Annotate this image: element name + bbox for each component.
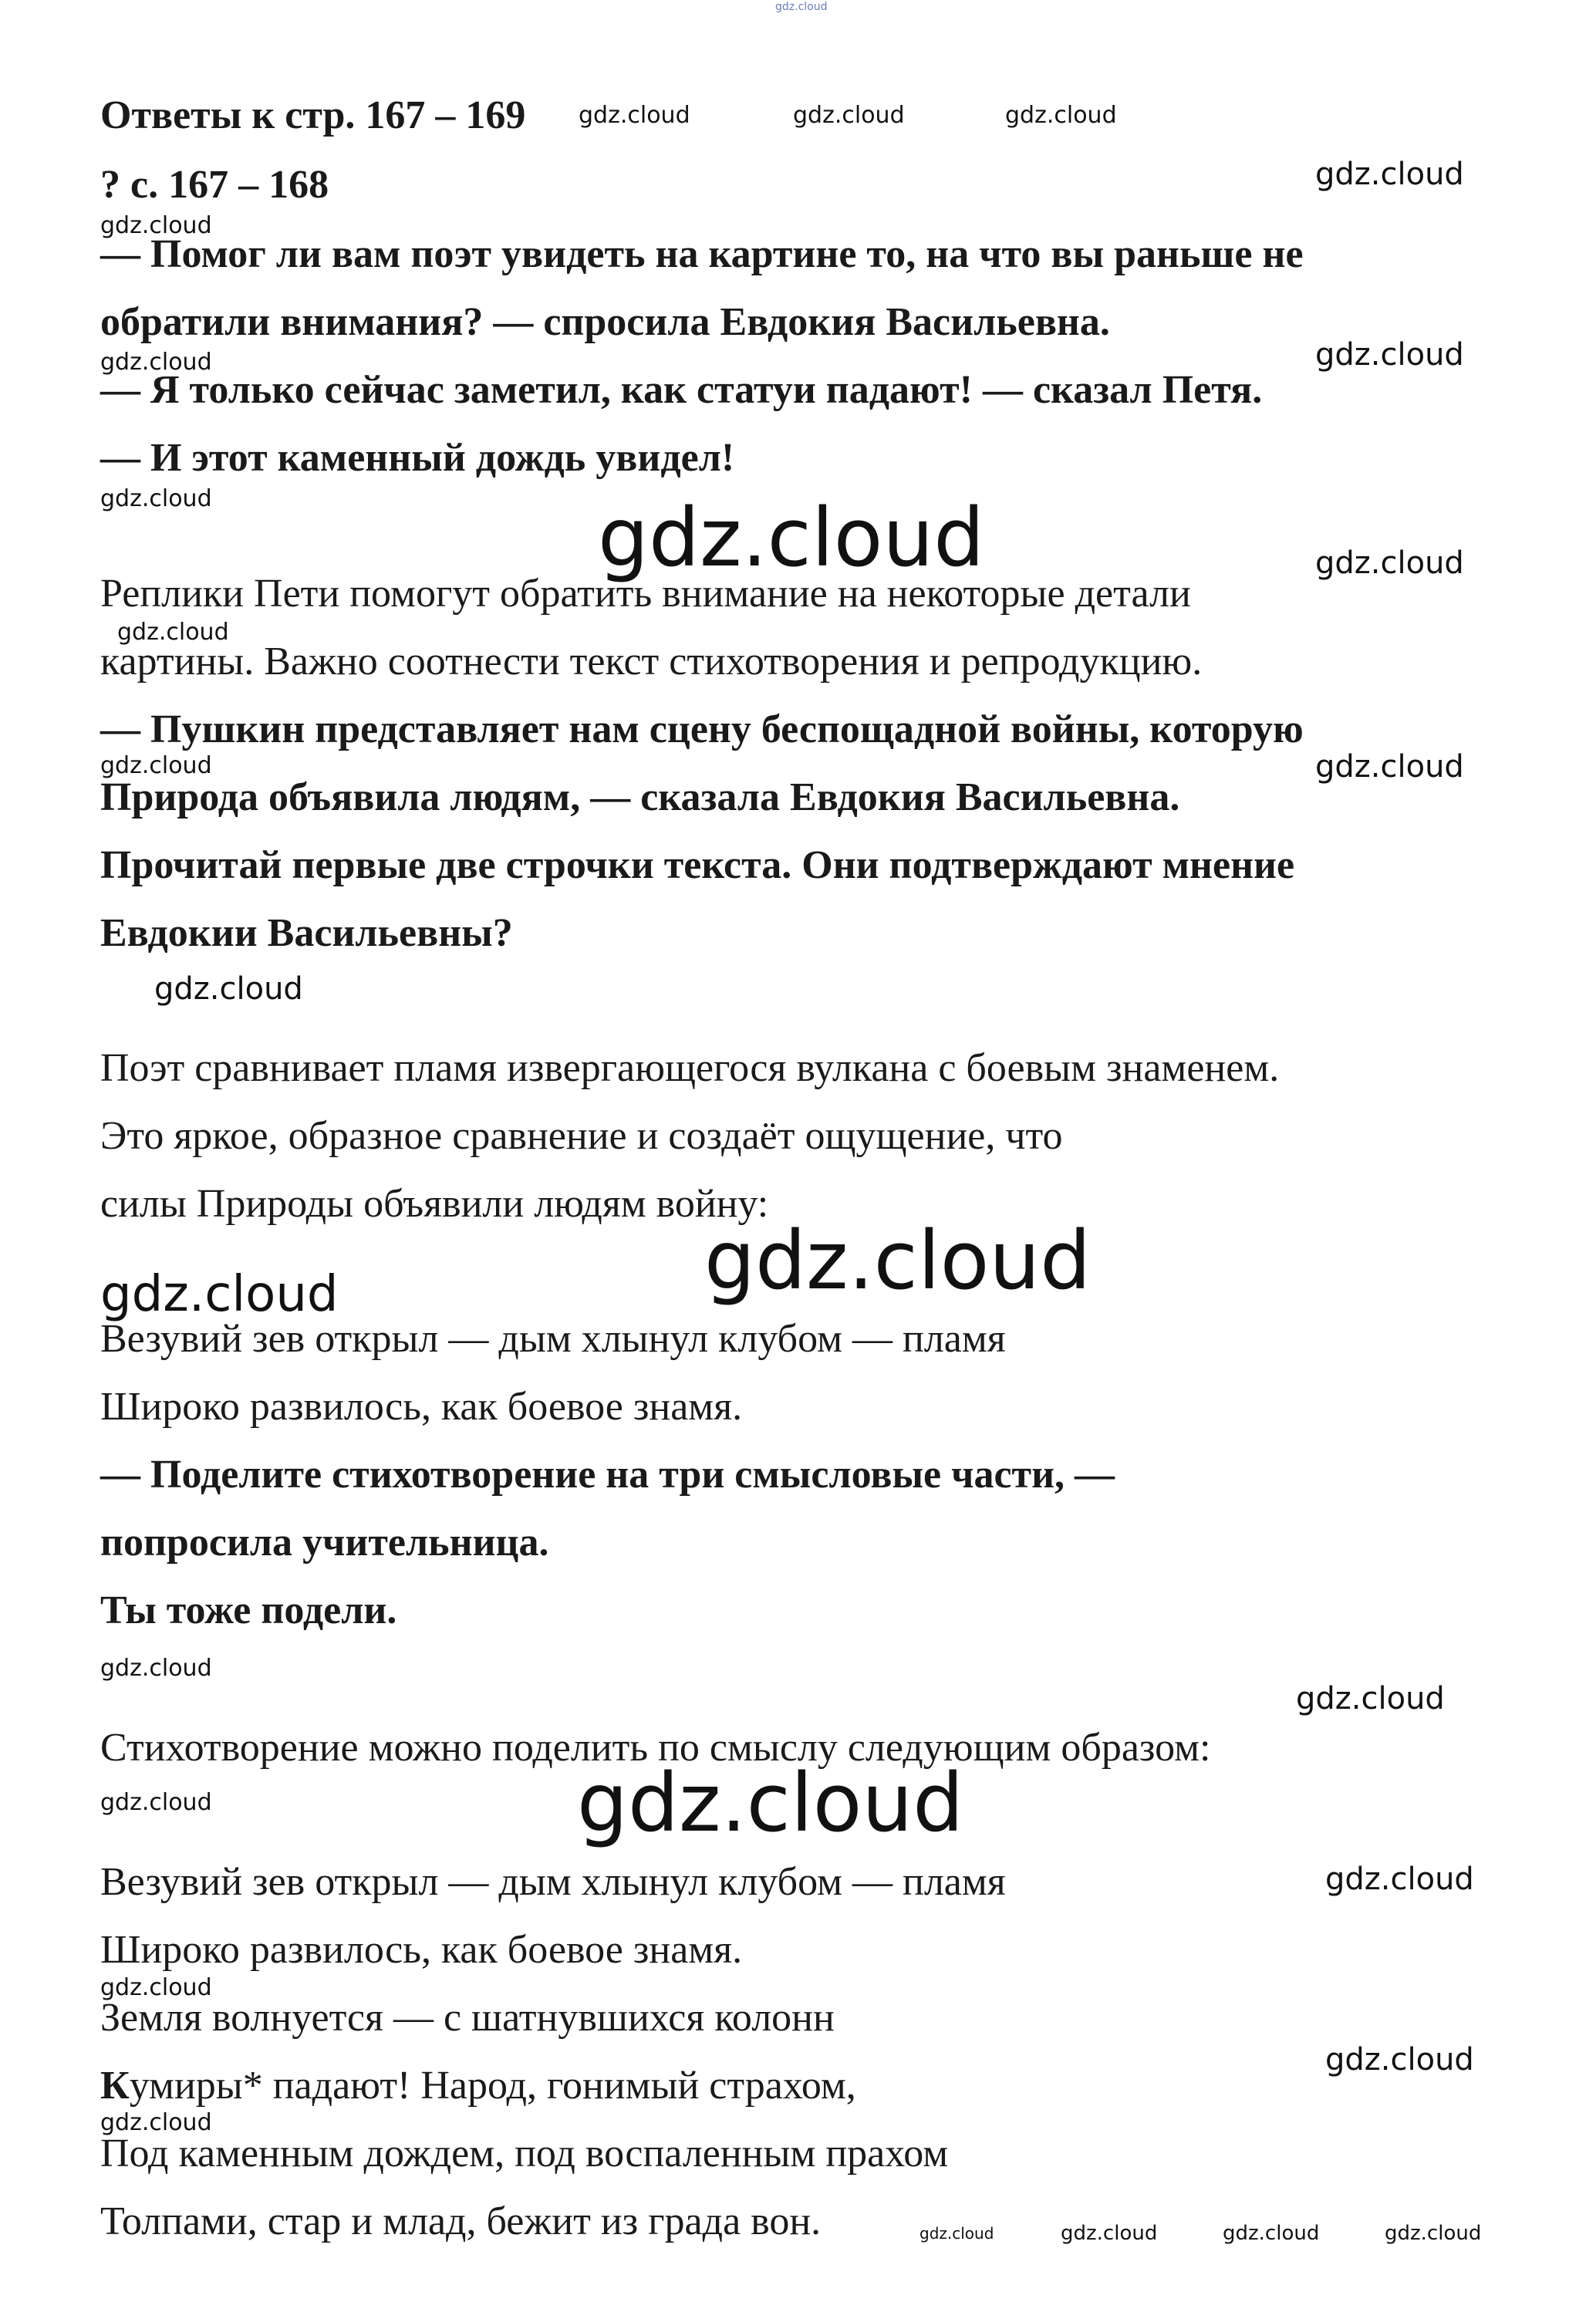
watermark: gdz.cloud — [100, 1789, 212, 1816]
watermark: gdz.cloud — [1315, 157, 1464, 192]
answer-line: Поэт сравнивает пламя извергающегося вулкана с боевым знаменем. — [100, 1046, 1280, 1090]
poem-line: Земля волнуется — с шатнувшихся колонн — [100, 1996, 835, 2040]
watermark: gdz.cloud — [1223, 2222, 1320, 2245]
watermark: gdz.cloud — [100, 752, 212, 779]
poem-line: Толпами, стар и млад, бежит из града вон. — [100, 2199, 822, 2243]
watermark: gdz.cloud — [1325, 1862, 1474, 1897]
section-label: ? с. 167 – 168 — [100, 163, 329, 207]
page-title: Ответы к стр. 167 – 169 — [100, 93, 526, 137]
watermark: gdz.cloud — [100, 1974, 212, 2001]
watermark: gdz.cloud — [579, 102, 690, 129]
question-line: — И этот каменный дождь увидел! — [100, 436, 735, 480]
watermark: gdz.cloud — [154, 971, 303, 1007]
poem-initial-letter: К — [100, 2064, 130, 2108]
answer-line: Стихотворение можно поделить по смыслу следующим образом: — [100, 1726, 1211, 1770]
answer-line: силы Природы объявили людям войну: — [100, 1182, 769, 1226]
question-line: Прочитай первые две строчки текста. Они подтверждают мнение — [100, 843, 1295, 887]
watermark: gdz.cloud — [100, 1655, 212, 1682]
watermark: gdz.cloud — [1315, 749, 1464, 785]
poem-line: Под каменным дождем, под воспаленным прахом — [100, 2132, 949, 2176]
question-line: обратили внимания? — спросила Евдокия Васильевна. — [100, 300, 1110, 344]
question-line: Ты тоже подели. — [100, 1588, 397, 1632]
watermark: gdz.cloud — [775, 1, 828, 13]
watermark: gdz.cloud — [117, 619, 229, 646]
watermark: gdz.cloud — [1061, 2222, 1158, 2245]
poem-line: Везувий зев открыл — дым хлынул клубом — пламя — [100, 1860, 1006, 1904]
watermark: gdz.cloud — [1325, 2042, 1474, 2078]
watermark: gdz.cloud — [1005, 102, 1117, 129]
watermark: gdz.cloud — [598, 491, 985, 585]
answer-line: Это яркое, образное сравнение и создаёт ощущение, что — [100, 1114, 1063, 1158]
watermark: gdz.cloud — [704, 1214, 1092, 1308]
watermark: gdz.cloud — [100, 485, 212, 512]
poem-line — [100, 2063, 856, 2109]
question-line: — Я только сейчас заметил, как статуи падают! — сказал Петя. — [100, 368, 1263, 412]
watermark: gdz.cloud — [100, 212, 212, 239]
watermark: gdz.cloud — [577, 1756, 964, 1850]
question-line: Природа объявила людям, — сказала Евдокия Васильевна. — [100, 775, 1180, 819]
poem-line-text: умиры* падают! Народ, гонимый страхом, — [129, 2064, 856, 2108]
question-line: — Помог ли вам поэт увидеть на картине то, на что вы раньше не — [100, 232, 1304, 276]
answer-line: Реплики Пети помогут обратить внимание на некоторые детали — [100, 572, 1191, 616]
question-line: — Поделите стихотворение на три смысловые части, — — [100, 1453, 1115, 1497]
watermark: gdz.cloud — [100, 1266, 339, 1323]
watermark: gdz.cloud — [1315, 545, 1464, 581]
watermark: gdz.cloud — [100, 349, 212, 376]
poem-line: Везувий зев открыл — дым хлынул клубом — пламя — [100, 1317, 1006, 1361]
poem-line: Широко развилось, как боевое знамя. — [100, 1385, 743, 1429]
question-line: попросила учительница. — [100, 1521, 549, 1565]
answer-line: картины. Важно соотнести текст стихотворения и репродукцию. — [100, 640, 1203, 684]
question-line: Евдокии Васильевны? — [100, 911, 513, 955]
watermark: gdz.cloud — [1296, 1681, 1445, 1716]
watermark: gdz.cloud — [919, 2224, 994, 2243]
watermark: gdz.cloud — [1385, 2222, 1482, 2245]
poem-line: Широко развилось, как боевое знамя. — [100, 1928, 743, 1972]
watermark: gdz.cloud — [1315, 337, 1464, 373]
question-line: — Пушкин представляет нам сцену беспощадной войны, которую — [100, 707, 1304, 751]
watermark: gdz.cloud — [100, 2109, 212, 2136]
watermark: gdz.cloud — [793, 102, 905, 129]
